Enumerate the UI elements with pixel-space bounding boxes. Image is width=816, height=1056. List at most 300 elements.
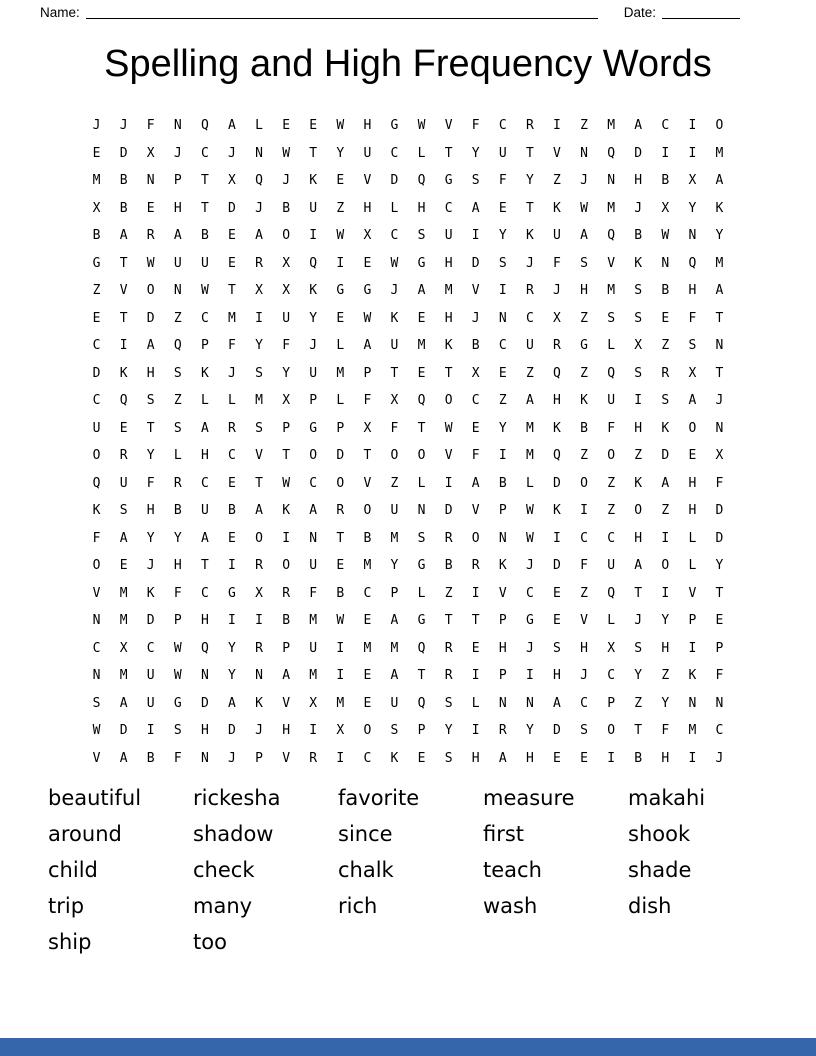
grid-cell: A xyxy=(309,503,318,519)
grid-cell: I xyxy=(688,145,697,161)
grid-cell: I xyxy=(634,393,643,409)
grid-cell: T xyxy=(336,530,345,546)
grid-cell: B xyxy=(580,420,588,436)
grid-cell: Z xyxy=(580,365,588,381)
grid-cell: Z xyxy=(173,310,182,326)
grid-cell: P xyxy=(417,723,426,739)
grid-cell: P xyxy=(363,365,372,381)
grid-cell: I xyxy=(444,475,453,491)
grid-cell: Y xyxy=(498,420,507,436)
grid-cell: R xyxy=(444,530,453,546)
grid-cell: S xyxy=(173,420,182,436)
word-bank-word: trip xyxy=(48,894,85,918)
grid-cell: F xyxy=(471,448,480,464)
grid-cell: Z xyxy=(92,283,101,299)
grid-cell: R xyxy=(282,585,291,601)
grid-cell: P xyxy=(715,640,724,656)
grid-cell: M xyxy=(715,145,724,161)
grid-cell: I xyxy=(119,338,128,354)
grid-cell: T xyxy=(634,585,643,601)
word-bank-word: chalk xyxy=(338,858,394,882)
grid-cell: R xyxy=(255,255,263,271)
grid-cell: K xyxy=(553,200,561,216)
grid-cell: Q xyxy=(417,695,426,711)
grid-cell: K xyxy=(498,558,507,574)
grid-cell: C xyxy=(146,640,155,656)
grid-cell: S xyxy=(661,393,670,409)
grid-cell: A xyxy=(119,695,128,711)
grid-cell: I xyxy=(255,310,263,326)
grid-cell: B xyxy=(173,503,182,519)
grid-cell: F xyxy=(228,338,236,354)
grid-cell: K xyxy=(282,503,291,519)
grid-cell: Q xyxy=(255,173,263,189)
grid-cell: C xyxy=(200,310,209,326)
grid-cell: T xyxy=(390,365,399,381)
grid-cell: X xyxy=(471,365,480,381)
grid-cell: K xyxy=(715,200,724,216)
grid-cell: I xyxy=(228,613,236,629)
grid-cell: A xyxy=(417,283,426,299)
grid-cell: E xyxy=(92,145,101,161)
grid-cell: C xyxy=(498,338,507,354)
grid-cell: J xyxy=(119,118,128,134)
grid-cell: G xyxy=(228,585,236,601)
grid-cell: J xyxy=(525,255,534,271)
grid-cell: P xyxy=(200,338,209,354)
grid-cell: F xyxy=(146,475,155,491)
grid-cell: Q xyxy=(417,640,426,656)
grid-cell: U xyxy=(119,475,128,491)
grid-cell: H xyxy=(553,393,561,409)
grid-cell: C xyxy=(498,118,507,134)
grid-cell: A xyxy=(255,503,263,519)
grid-cell: N xyxy=(498,695,507,711)
grid-cell: H xyxy=(661,750,670,766)
grid-cell: C xyxy=(715,723,724,739)
grid-cell: Y xyxy=(471,145,480,161)
grid-cell: M xyxy=(92,173,101,189)
grid-cell: G xyxy=(417,255,426,271)
word-bank-word: measure xyxy=(483,786,575,810)
grid-cell: A xyxy=(471,475,480,491)
grid-cell: J xyxy=(228,365,236,381)
grid-cell: D xyxy=(553,558,561,574)
grid-cell: I xyxy=(228,558,236,574)
grid-cell: M xyxy=(309,613,318,629)
grid-cell: D xyxy=(471,255,480,271)
grid-cell: O xyxy=(471,530,480,546)
grid-cell: F xyxy=(471,118,480,134)
grid-cell: F xyxy=(92,530,101,546)
grid-cell: E xyxy=(715,613,724,629)
grid-cell: O xyxy=(92,448,101,464)
grid-cell: K xyxy=(390,750,399,766)
grid-cell: H xyxy=(200,723,209,739)
grid-cell: E xyxy=(417,750,426,766)
grid-cell: R xyxy=(498,723,507,739)
grid-cell: V xyxy=(444,118,453,134)
word-bank-word: makahi xyxy=(628,786,706,810)
grid-cell: D xyxy=(119,145,128,161)
grid-cell: X xyxy=(634,338,643,354)
grid-cell: R xyxy=(444,668,453,684)
grid-cell: C xyxy=(525,310,534,326)
grid-cell: E xyxy=(498,200,507,216)
grid-cell: H xyxy=(688,503,697,519)
grid-cell: L xyxy=(336,393,345,409)
grid-cell: I xyxy=(525,668,534,684)
grid-cell: L xyxy=(417,585,426,601)
grid-cell: C xyxy=(580,695,588,711)
grid-cell: Y xyxy=(390,558,399,574)
grid-cell: Z xyxy=(661,668,670,684)
grid-cell: T xyxy=(200,200,209,216)
grid-cell: K xyxy=(146,585,155,601)
grid-cell: H xyxy=(173,558,182,574)
grid-cell: M xyxy=(607,118,616,134)
grid-cell: S xyxy=(173,723,182,739)
grid-cell: H xyxy=(146,503,155,519)
grid-cell: X xyxy=(607,640,616,656)
grid-cell: O xyxy=(336,475,345,491)
grid-cell: G xyxy=(336,283,345,299)
grid-cell: X xyxy=(255,585,263,601)
grid-cell: O xyxy=(255,530,263,546)
grid-cell: C xyxy=(92,393,101,409)
grid-cell: E xyxy=(580,750,588,766)
grid-cell: I xyxy=(309,723,318,739)
grid-cell: S xyxy=(498,255,507,271)
grid-cell: M xyxy=(525,448,534,464)
grid-cell: G xyxy=(173,695,182,711)
grid-cell: T xyxy=(444,365,453,381)
grid-cell: H xyxy=(688,475,697,491)
grid-cell: U xyxy=(282,310,291,326)
grid-cell: W xyxy=(336,228,345,244)
grid-cell: N xyxy=(498,530,507,546)
grid-cell: H xyxy=(282,723,291,739)
grid-cell: B xyxy=(282,613,291,629)
grid-cell: E xyxy=(309,118,318,134)
grid-cell: A xyxy=(173,228,182,244)
grid-cell: B xyxy=(200,228,209,244)
word-bank-word: wash xyxy=(483,894,538,918)
grid-cell: Q xyxy=(417,393,426,409)
grid-cell: L xyxy=(607,338,616,354)
grid-cell: M xyxy=(417,338,426,354)
grid-cell: H xyxy=(661,640,670,656)
grid-cell: C xyxy=(200,585,209,601)
grid-cell: Q xyxy=(607,228,616,244)
grid-cell: N xyxy=(525,695,534,711)
grid-cell: T xyxy=(471,613,480,629)
grid-cell: I xyxy=(146,723,155,739)
grid-cell: V xyxy=(444,448,453,464)
grid-cell: F xyxy=(363,393,372,409)
grid-cell: J xyxy=(255,723,263,739)
grid-cell: J xyxy=(525,558,534,574)
name-label: Name: xyxy=(40,5,80,20)
grid-cell: P xyxy=(498,668,507,684)
grid-cell: A xyxy=(634,558,643,574)
grid-cell: G xyxy=(444,173,453,189)
grid-cell: U xyxy=(309,558,318,574)
grid-cell: H xyxy=(444,310,453,326)
grid-cell: A xyxy=(715,173,724,189)
grid-cell: B xyxy=(228,503,236,519)
grid-cell: E xyxy=(228,228,236,244)
grid-cell: Z xyxy=(173,393,182,409)
grid-cell: E xyxy=(282,118,291,134)
grid-cell: Y xyxy=(661,613,670,629)
grid-cell: U xyxy=(309,365,318,381)
grid-cell: C xyxy=(525,585,534,601)
grid-cell: P xyxy=(498,613,507,629)
word-bank-word: beautiful xyxy=(48,786,142,810)
grid-cell: C xyxy=(580,530,588,546)
grid-cell: R xyxy=(471,558,480,574)
grid-cell: R xyxy=(255,640,263,656)
grid-cell: I xyxy=(661,530,670,546)
grid-cell: O xyxy=(607,723,616,739)
word-bank-word: teach xyxy=(483,858,542,882)
grid-cell: K xyxy=(309,283,318,299)
grid-cell: Z xyxy=(525,365,534,381)
grid-cell: C xyxy=(390,228,399,244)
grid-cell: G xyxy=(309,420,318,436)
grid-cell: K xyxy=(444,338,453,354)
grid-cell: D xyxy=(146,613,155,629)
word-bank-column xyxy=(193,780,338,960)
grid-cell: B xyxy=(92,228,101,244)
grid-cell: E xyxy=(228,255,236,271)
grid-cell: A xyxy=(119,750,128,766)
grid-cell: O xyxy=(363,503,372,519)
grid-cell: D xyxy=(715,503,724,519)
grid-cell: F xyxy=(173,585,182,601)
grid-cell: E xyxy=(146,200,155,216)
grid-cell: I xyxy=(471,228,480,244)
grid-cell: U xyxy=(173,255,182,271)
grid-cell: L xyxy=(688,530,697,546)
grid-cell: T xyxy=(119,255,128,271)
grid-cell: Y xyxy=(444,723,453,739)
grid-cell: X xyxy=(228,173,236,189)
grid-cell: W xyxy=(336,118,345,134)
grid-cell: S xyxy=(146,393,155,409)
grid-cell: S xyxy=(553,640,561,656)
grid-cell: I xyxy=(471,668,480,684)
grid-cell: V xyxy=(92,585,101,601)
grid-cell: E xyxy=(498,365,507,381)
grid-cell: H xyxy=(363,200,372,216)
grid-cell: P xyxy=(688,613,697,629)
grid-cell: J xyxy=(580,173,588,189)
grid-cell: Y xyxy=(525,723,534,739)
grid-cell: M xyxy=(119,613,128,629)
grid-cell: U xyxy=(553,228,561,244)
grid-cell: Q xyxy=(92,475,101,491)
grid-cell: K xyxy=(634,255,643,271)
grid-cell: B xyxy=(282,200,291,216)
grid-cell: W xyxy=(282,145,291,161)
grid-cell: L xyxy=(471,695,480,711)
grid-cell: U xyxy=(607,558,616,574)
word-bank-word: ship xyxy=(48,930,92,954)
word-bank-column xyxy=(483,780,628,960)
grid-cell: A xyxy=(525,393,534,409)
grid-cell: T xyxy=(444,145,453,161)
grid-cell: A xyxy=(688,393,697,409)
grid-cell: F xyxy=(498,173,507,189)
grid-cell: F xyxy=(173,750,182,766)
grid-cell: N xyxy=(607,173,616,189)
grid-cell: I xyxy=(498,283,507,299)
word-bank-word: shade xyxy=(628,858,692,882)
grid-cell: S xyxy=(390,723,399,739)
grid-cell: J xyxy=(715,750,724,766)
grid-cell: X xyxy=(282,393,291,409)
grid-cell: M xyxy=(390,640,399,656)
grid-cell: P xyxy=(255,750,263,766)
grid-cell: X xyxy=(92,200,101,216)
grid-cell: R xyxy=(553,338,561,354)
grid-cell: O xyxy=(634,503,643,519)
grid-cell: Q xyxy=(553,365,561,381)
grid-cell: G xyxy=(390,118,399,134)
grid-cell: C xyxy=(92,338,101,354)
grid-cell: X xyxy=(553,310,561,326)
grid-cell: W xyxy=(525,530,534,546)
grid-cell: U xyxy=(200,255,209,271)
grid-cell: O xyxy=(282,228,291,244)
grid-cell: T xyxy=(228,283,236,299)
grid-cell: X xyxy=(390,393,399,409)
grid-cell: E xyxy=(471,640,480,656)
grid-cell: I xyxy=(336,255,345,271)
grid-cell: U xyxy=(363,145,372,161)
grid-cell: N xyxy=(715,338,724,354)
grid-cell: A xyxy=(282,668,291,684)
grid-cell: S xyxy=(255,420,263,436)
grid-cell: J xyxy=(173,145,182,161)
grid-cell: O xyxy=(363,723,372,739)
grid-cell: H xyxy=(525,750,534,766)
name-blank-line xyxy=(86,4,598,19)
grid-cell: S xyxy=(580,255,588,271)
grid-cell: F xyxy=(607,420,616,436)
grid-cell: N xyxy=(715,420,724,436)
grid-cell: N xyxy=(309,530,318,546)
grid-cell: Z xyxy=(634,695,643,711)
grid-cell: M xyxy=(336,365,345,381)
grid-cell: S xyxy=(255,365,263,381)
word-bank-column xyxy=(338,780,483,960)
grid-cell: Z xyxy=(553,173,561,189)
grid-cell: K xyxy=(553,503,561,519)
grid-cell: D xyxy=(553,475,561,491)
grid-cell: I xyxy=(688,640,697,656)
grid-cell: O xyxy=(715,118,724,134)
grid-cell: C xyxy=(363,585,372,601)
grid-cell: T xyxy=(363,448,372,464)
grid-cell: T xyxy=(525,145,534,161)
grid-cell: Z xyxy=(498,393,507,409)
grid-cell: T xyxy=(309,145,318,161)
grid-cell: K xyxy=(525,228,534,244)
grid-cell: A xyxy=(715,283,724,299)
grid-cell: F xyxy=(715,475,724,491)
grid-cell: K xyxy=(92,503,101,519)
grid-cell: C xyxy=(363,750,372,766)
grid-cell: J xyxy=(228,145,236,161)
grid-cell: I xyxy=(607,750,616,766)
grid-cell: Q xyxy=(119,393,128,409)
grid-cell: Z xyxy=(607,503,616,519)
grid-cell: Y xyxy=(715,228,724,244)
grid-cell: W xyxy=(173,668,182,684)
grid-cell: N xyxy=(173,118,182,134)
grid-cell: Z xyxy=(336,200,345,216)
grid-cell: A xyxy=(471,200,480,216)
word-bank-word: child xyxy=(48,858,98,882)
grid-cell: Z xyxy=(390,475,399,491)
grid-cell: A xyxy=(119,530,128,546)
grid-cell: T xyxy=(417,668,426,684)
grid-cell: H xyxy=(363,118,372,134)
grid-cell: L xyxy=(417,145,426,161)
grid-cell: J xyxy=(525,640,534,656)
grid-cell: W xyxy=(336,613,345,629)
grid-cell: M xyxy=(119,668,128,684)
grid-cell: D xyxy=(390,173,399,189)
word-bank-word: first xyxy=(483,822,525,846)
grid-cell: B xyxy=(363,530,372,546)
grid-cell: S xyxy=(634,640,643,656)
grid-cell: Q xyxy=(688,255,697,271)
grid-cell: U xyxy=(390,503,399,519)
grid-cell: B xyxy=(444,558,453,574)
grid-cell: Y xyxy=(282,365,291,381)
grid-cell: R xyxy=(228,420,236,436)
grid-cell: E xyxy=(228,530,236,546)
grid-cell: L xyxy=(688,558,697,574)
grid-cell: T xyxy=(119,310,128,326)
grid-cell: E xyxy=(553,613,561,629)
grid-cell: A xyxy=(119,228,128,244)
grid-cell: T xyxy=(255,475,263,491)
word-bank-word: many xyxy=(193,894,253,918)
grid-cell: W xyxy=(417,118,426,134)
grid-cell: Q xyxy=(417,173,426,189)
grid-cell: X xyxy=(336,723,345,739)
grid-cell: S xyxy=(688,338,697,354)
grid-cell: I xyxy=(661,145,670,161)
grid-cell: P xyxy=(282,640,291,656)
grid-cell: V xyxy=(471,283,480,299)
grid-cell: Z xyxy=(580,448,588,464)
grid-cell: D xyxy=(146,310,155,326)
grid-cell: X xyxy=(146,145,155,161)
grid-cell: N xyxy=(417,503,426,519)
grid-cell: W xyxy=(444,420,453,436)
grid-cell: E xyxy=(336,310,345,326)
grid-cell: O xyxy=(580,475,588,491)
grid-cell: N xyxy=(200,750,209,766)
grid-cell: J xyxy=(634,200,643,216)
grid-cell: D xyxy=(228,200,236,216)
